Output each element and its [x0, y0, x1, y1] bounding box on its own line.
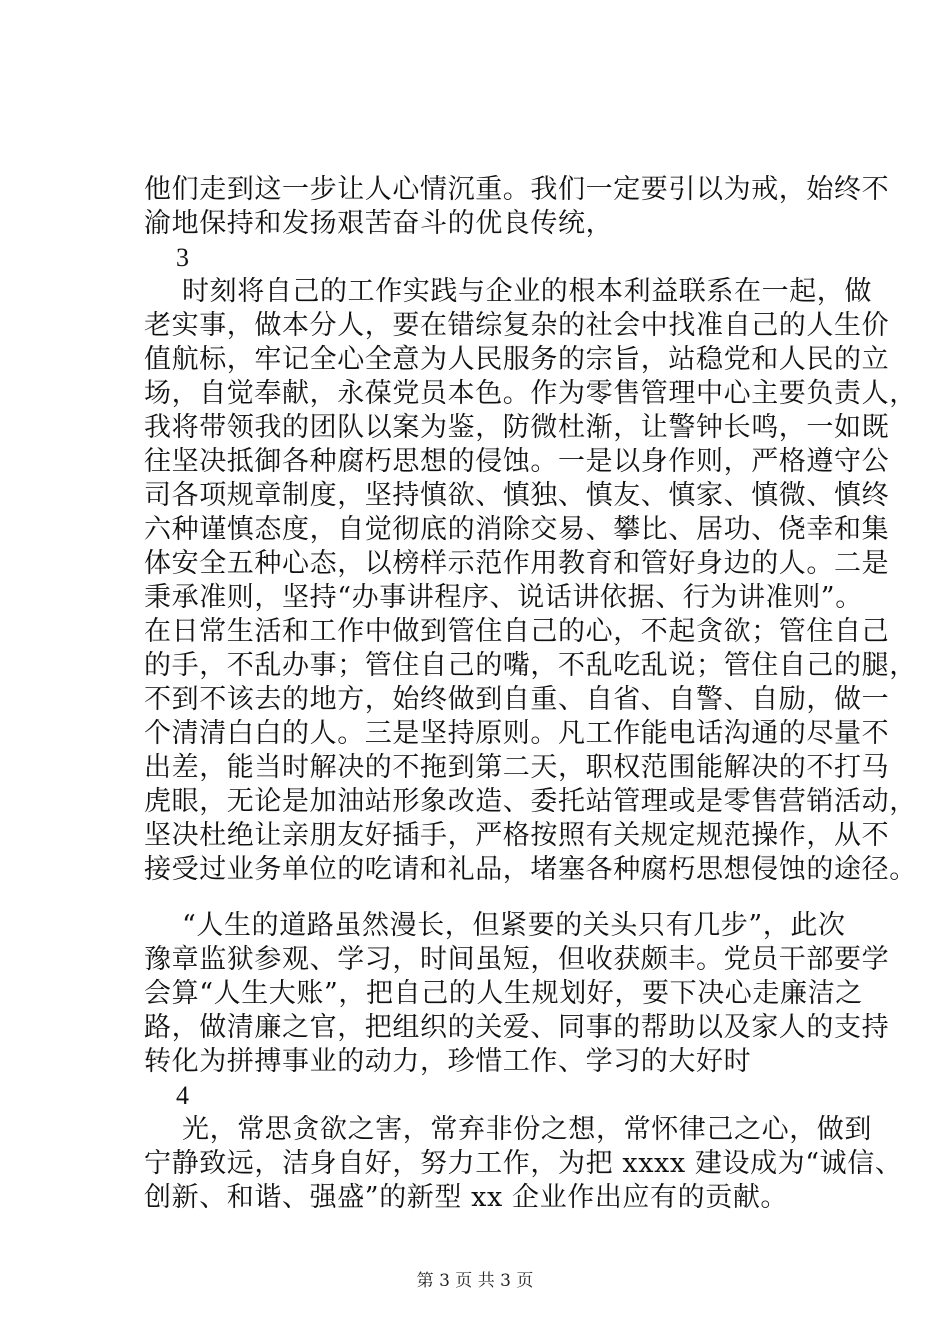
body-text-line: 往坚决抵御各种腐朽思想的侵蚀。一是以身作则，严格遵守公 [144, 446, 890, 477]
body-text-line: 路，做清廉之官，把组织的关爱、同事的帮助以及家人的支持 [144, 1012, 890, 1043]
body-text-line: 他们走到这一步让人心情沉重。我们一定要引以为戒，始终不 [144, 174, 890, 205]
body-text-line: 转化为拼搏事业的动力，珍惜工作、学习的大好时 [144, 1046, 752, 1077]
body-text-line: 的手，不乱办事；管住自己的嘴，不乱吃乱说；管住自己的腿， [144, 650, 917, 681]
body-text-line: 不到不该去的地方，始终做到自重、自省、自警、自励，做一 [144, 684, 890, 715]
body-text-line: 六种谨慎态度，自觉彻底的消除交易、攀比、居功、侥幸和集 [144, 514, 890, 545]
body-text-line: 虎眼，无论是加油站形象改造、委托站管理或是零售营销活动， [144, 786, 917, 817]
body-text-line: 我将带领我的团队以案为鉴，防微杜渐，让警钟长鸣，一如既 [144, 412, 890, 443]
body-text-line: 出差，能当时解决的不拖到第二天，职权范围能解决的不打马 [144, 752, 890, 783]
body-text-line: 场，自觉奉献，永葆党员本色。作为零售管理中心主要负责人， [144, 378, 917, 409]
body-text-line: 宁静致远，洁身自好，努力工作，为把 xxxx 建设成为“诚信、 [144, 1148, 903, 1179]
body-text-line: 在日常生活和工作中做到管住自己的心，不起贪欲；管住自己 [144, 616, 890, 647]
body-text-line: 渝地保持和发扬艰苦奋斗的优良传统， [144, 208, 614, 239]
page-footer: 第 3 页 共 3 页 [416, 1271, 534, 1291]
body-text-line: 老实事，做本分人，要在错综复杂的社会中找准自己的人生价 [144, 310, 890, 341]
body-text-line: 秉承准则，坚持“办事讲程序、说话讲依据、行为讲准则”。 [144, 582, 863, 613]
page-number-marker: 4 [176, 1081, 189, 1110]
body-text-line: 司各项规章制度，坚持慎欲、慎独、慎友、慎家、慎微、慎终 [144, 480, 890, 511]
body-text-line: 坚决杜绝让亲朋友好插手，严格按照有关规定规范操作，从不 [144, 820, 890, 851]
body-text-line: 体安全五种心态，以榜样示范作用教育和管好身边的人。二是 [144, 548, 890, 579]
body-text-line: 创新、和谐、强盛”的新型 xx 企业作出应有的贡献。 [144, 1182, 789, 1213]
body-text-line: 光，常思贪欲之害，常弃非份之想，常怀律己之心，做到 [182, 1114, 872, 1145]
body-text-line: 接受过业务单位的吃请和礼品，堵塞各种腐朽思想侵蚀的途径。 [144, 854, 917, 885]
body-text-line: 豫章监狱参观、学习，时间虽短，但收获颇丰。党员干部要学 [144, 944, 890, 975]
body-text-line: “人生的道路虽然漫长，但紧要的关头只有几步”，此次 [182, 910, 846, 941]
page-number-marker: 3 [176, 243, 189, 272]
body-text-line: 个清清白白的人。三是坚持原则。凡工作能电话沟通的尽量不 [144, 718, 890, 749]
body-text-line: 时刻将自己的工作实践与企业的根本利益联系在一起，做 [182, 276, 872, 307]
body-text-line: 会算“人生大账”，把自己的人生规划好，要下决心走廉洁之 [144, 978, 863, 1009]
body-text-line: 值航标，牢记全心全意为人民服务的宗旨，站稳党和人民的立 [144, 344, 890, 375]
